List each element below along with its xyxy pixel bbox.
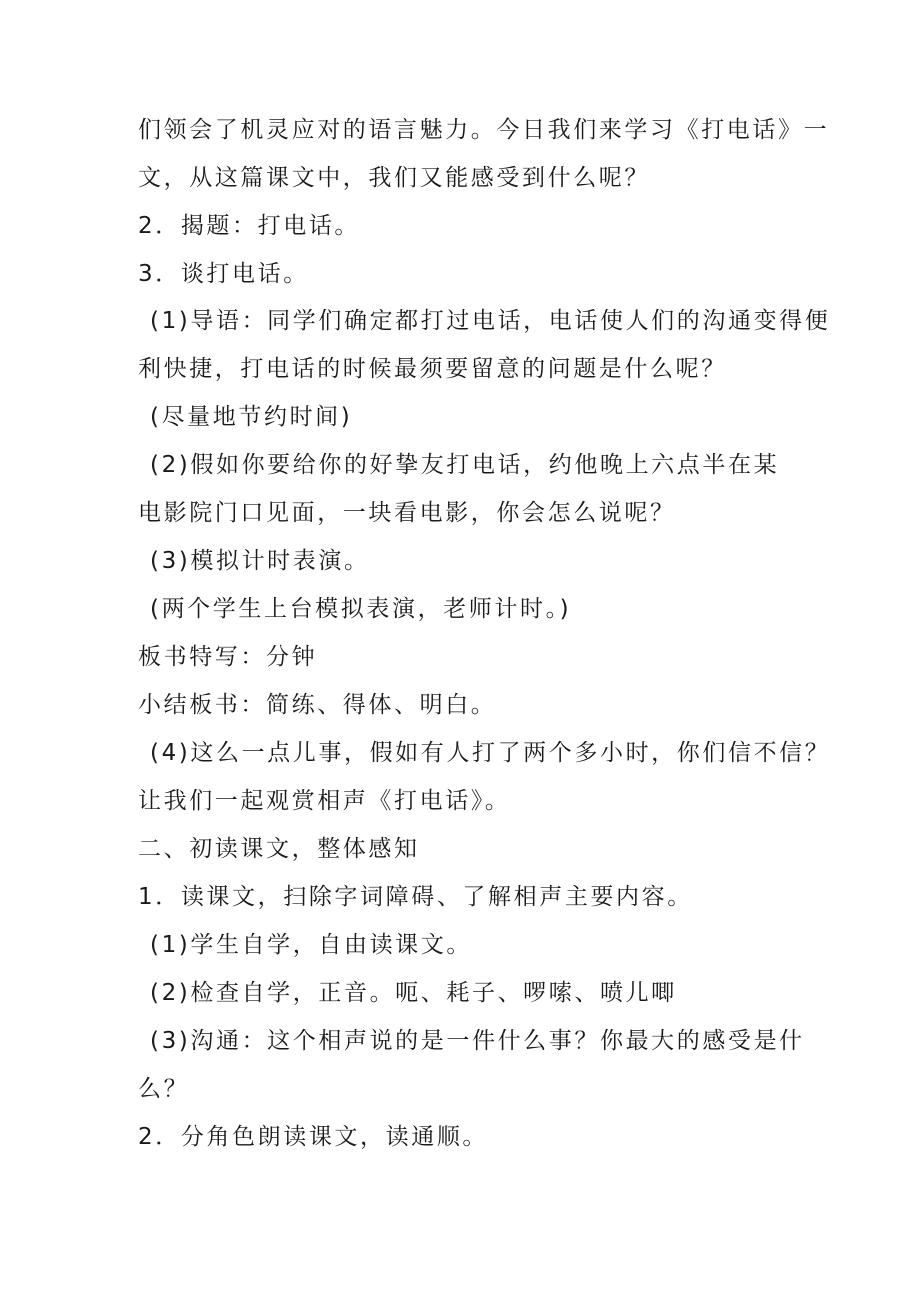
text-line-12: 板书特写：分钟 [138,644,318,670]
text-line-14: (4)这么一点儿事，假如有人打了两个多小时，你们信不信？ [150,740,831,766]
text-line-17: 1．读课文，扫除字词障碍、了解相声主要内容。 [138,884,693,910]
text-line-13: 小结板书：简练、得体、明白。 [138,692,497,718]
text-line-6: 利快捷，打电话的时候最须要留意的问题是什么呢？ [138,356,727,382]
text-line-16: 二、初读课文，整体感知 [138,836,420,862]
text-line-20: (3)沟通：这个相声说的是一件什么事？你最大的感受是什 [150,1028,805,1054]
text-line-7: (尽量地节约时间) [150,404,353,430]
text-line-1: 们领会了机灵应对的语言魅力。今日我们来学习《打电话》一 [138,117,830,143]
text-line-3: 2．揭题：打电话。 [138,213,361,239]
text-line-8: (2)假如你要给你的好挚友打电话，约他晚上六点半在某 [150,452,780,478]
text-line-10: (3)模拟计时表演。 [150,548,370,574]
text-line-2: 文，从这篇课文中，我们又能感受到什么呢？ [138,165,650,191]
text-line-22: 2．分角色朗读课文，读通顺。 [138,1124,489,1150]
text-line-15: 让我们一起观赏相声《打电话》。 [138,788,511,814]
text-line-5: (1)导语：同学们确定都打过电话，电话使人们的沟通变得便 [150,308,831,334]
text-line-11: (两个学生上台模拟表演，老师计时。) [150,596,572,622]
text-line-21: 么？ [138,1076,190,1102]
text-line-19: (2)检查自学，正音。呃、耗子、啰嗦、喷儿唧 [150,980,677,1006]
text-line-4: 3．谈打电话。 [138,261,309,287]
text-line-18: (1)学生自学，自由读课文。 [150,932,472,958]
text-line-9: 电影院门口见面，一块看电影，你会怎么说呢？ [138,500,676,526]
